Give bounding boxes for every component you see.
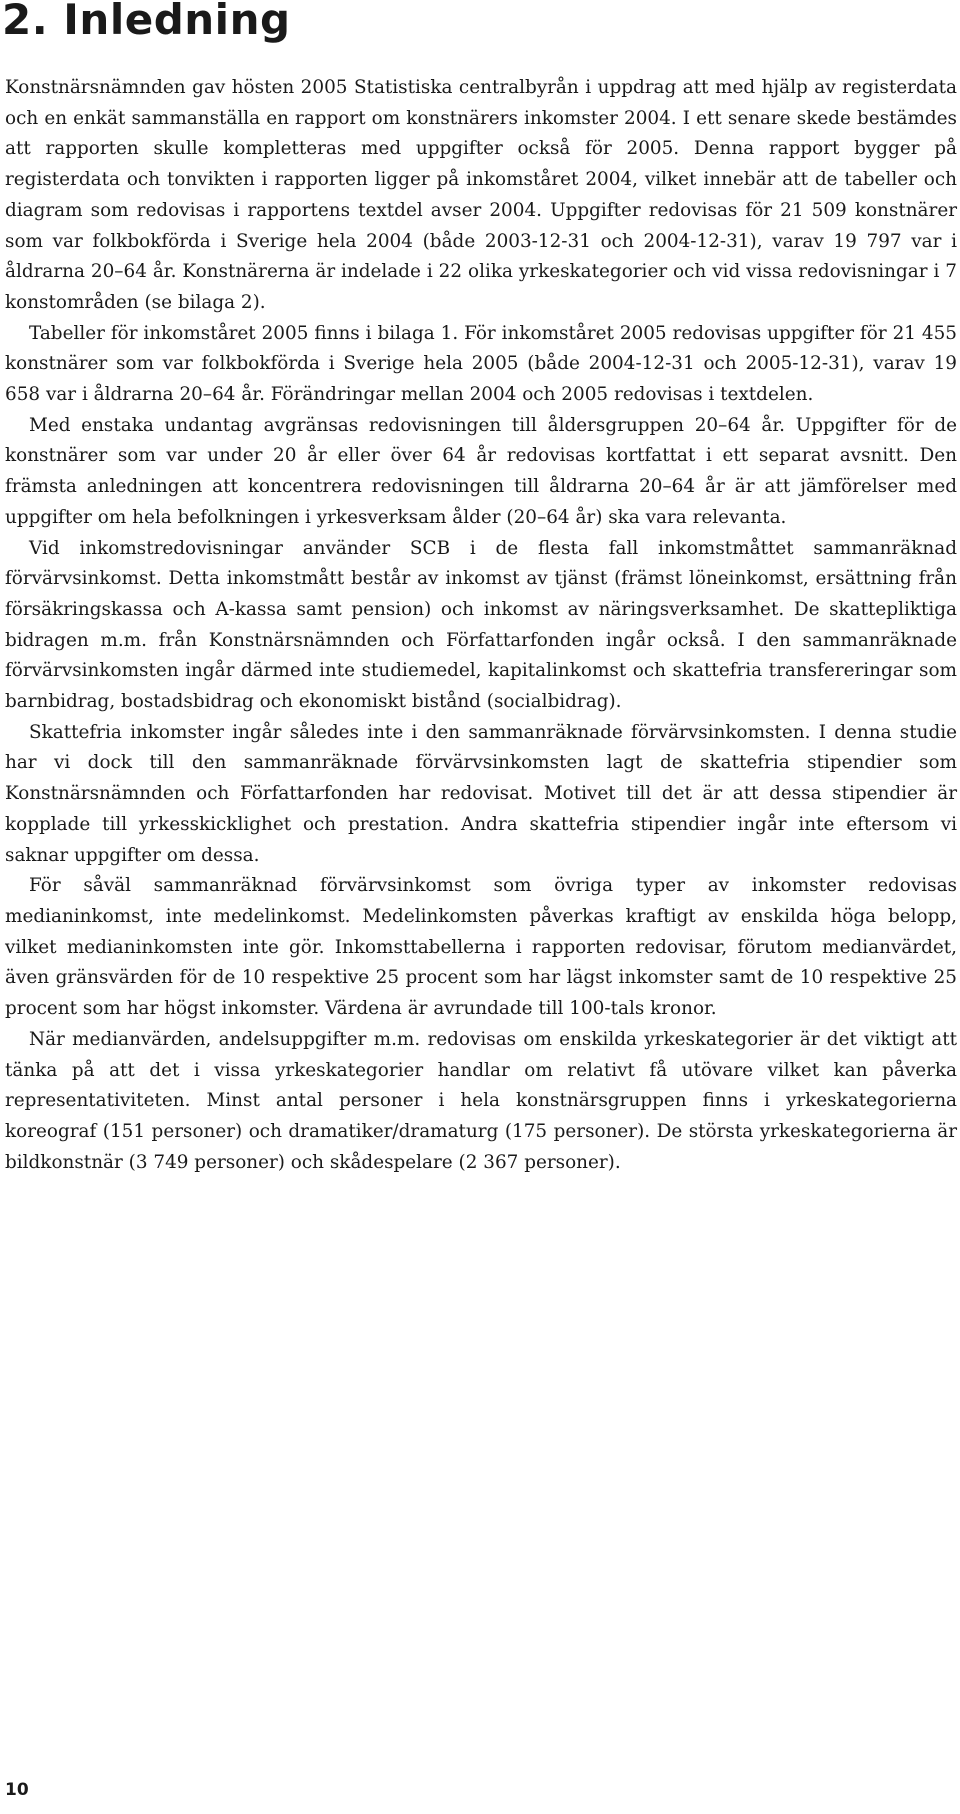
paragraph: Skattefria inkomster ingår således inte i den sammanräknade förvärvsinkomsten. I denna studie har vi dock till den sammanräknade förvärvsinkomsten lagt de skattefria stipendier som Konstnärsnämnden och Författarfonden har redovisat. Motivet till det är att dessa stipendier är kopplade till yrkesskicklighet och prestation. Andra skattefria stipendier ingår inte eftersom vi saknar uppgifter om dessa. — [5, 721, 957, 866]
paragraph: Med enstaka undantag avgränsas redovisningen till åldersgruppen 20–64 år. Uppgifter för de konstnärer som var under 20 år eller över 64 år redovisas kortfattat i ett separat avsnitt. Den främsta anledningen att koncentrera redovisningen till åldrarna 20–64 år är att jämförelser med uppgifter om hela befolkningen i yrkesverksam ålder (20–64 år) ska vara relevanta. — [5, 414, 957, 528]
paragraph: När medianvärden, andelsuppgifter m.m. redovisas om enskilda yrkeskategorier är det viktigt att tänka på att det i vissa yrkeskategorier handlar om relativt få utövare vilket kan påverka representativiteten. Minst antal personer i hela konstnärsgruppen finns i yrkeskategorierna koreograf (151 personer) och dramatiker/dramaturg (175 personer). De största yrkeskategorierna är bildkonstnär (3 749 personer) och skådespelare (2 367 personer). — [5, 1028, 957, 1173]
page-number: 10 — [5, 1780, 29, 1800]
body-text — [5, 73, 957, 1178]
paragraph: Konstnärsnämnden gav hösten 2005 Statistiska centralbyrån i uppdrag att med hjälp av registerdata och en enkät sammanställa en rapport om konstnärers inkomster 2004. I ett senare skede bestämdes att rapporten skulle kompletteras med uppgifter också för 2005. Denna rapport bygger på registerdata och tonvikten i rapporten ligger på inkomståret 2004, vilket innebär att de tabeller och diagram som redovisas i rapportens textdel avser 2004. Uppgifter redovisas för 21 509 konstnärer som var folkbokförda i Sverige hela 2004 (både 2003-12-31 och 2004-12-31), varav 19 797 var i åldrarna 20–64 år. Konstnärerna är indelade i 22 olika yrkeskategorier och vid vissa redovisningar i 7 konstområden (se bilaga 2). — [5, 77, 957, 313]
paragraph: För såväl sammanräknad förvärvsinkomst som övriga typer av inkomster redovisas medianinkomst, inte medelinkomst. Medelinkomsten påverkas kraftigt av enskilda höga belopp, vilket medianinkomsten inte gör. Inkomsttabellerna i rapporten redovisar, förutom medianvärdet, även gränsvärden för de 10 respektive 25 procent som har lägst inkomster samt de 10 respektive 25 procent som har högst inkomster. Värdena är avrundade till 100-tals kronor. — [5, 875, 957, 1020]
paragraph: Tabeller för inkomståret 2005 finns i bilaga 1. För inkomståret 2005 redovisas uppgifter för 21 455 konstnärer som var folkbokförda i Sverige hela 2005 (både 2004-12-31 och 2005-12-31), varav 19 658 var i åldrarna 20–64 år. Förändringar mellan 2004 och 2005 redovisas i textdelen. — [5, 322, 957, 406]
section-heading: 2. Inledning — [2, 0, 291, 44]
paragraph: Vid inkomstredovisningar använder SCB i de flesta fall inkomstmåttet sammanräknad förvärvsinkomst. Detta inkomstmått består av inkomst av tjänst (främst löneinkomst, ersättning från försäkringskassa och A-kassa samt pension) och inkomst av näringsverksamhet. De skattepliktiga bidragen m.m. från Konstnärsnämnden och Författarfonden ingår också. I den sammanräknade förvärvsinkomsten ingår därmed inte studiemedel, kapitalinkomst och skattefria transfereringar som barnbidrag, bostadsbidrag och ekonomiskt bistånd (socialbidrag). — [5, 537, 957, 713]
